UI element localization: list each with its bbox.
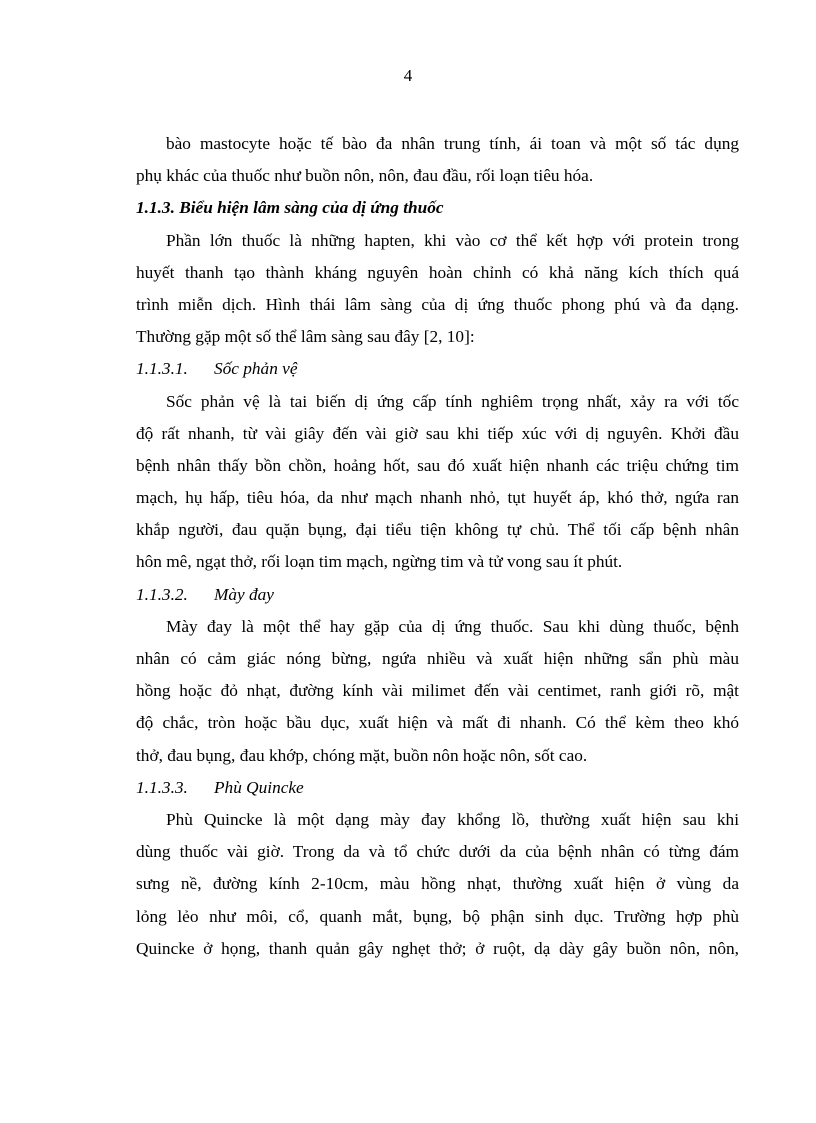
paragraph: [136, 804, 739, 965]
text-line: nhân có cảm giác nóng bừng, ngứa nhiều và xuất hiện những sẩn phù màu: [136, 649, 739, 668]
text-line: sưng nề, đường kính 2-10cm, màu hồng nhạt, thường xuất hiện ở vùng da: [136, 874, 739, 894]
text-line: bào mastocyte hoặc tế bào đa nhân trung tính, ái toan và một số tác dụng: [166, 134, 739, 153]
text-line: hồng hoặc đỏ nhạt, đường kính vài milimet đến vài centimet, ranh giới rõ, mật: [136, 681, 739, 701]
text-line: hôn mê, ngạt thở, rối loạn tim mạch, ngừng tim và tử vong sau ít phút.: [136, 552, 623, 572]
text-line: Phù Quincke là một dạng mày đay khổng lồ, thường xuất hiện sau khi: [166, 809, 739, 829]
subsection-heading: [136, 579, 739, 611]
page-number: 4: [403, 66, 413, 85]
text-line: phụ khác của thuốc như buồn nôn, nôn, đau đầu, rối loạn tiêu hóa.: [136, 166, 594, 186]
text-line: Quincke ở họng, thanh quản gây nghẹt thở; ở ruột, dạ dày gây buồn nôn, nôn,: [136, 938, 739, 958]
subsection-number: 1.1.3.3.: [136, 777, 188, 797]
paragraph: [136, 128, 739, 192]
paragraph: [136, 611, 739, 772]
text-line: huyết thanh tạo thành kháng nguyên hoàn chỉnh có khả năng kích thích quá: [136, 262, 739, 282]
section-heading: 1.1.3. Biểu hiện lâm sàng của dị ứng thuốc: [136, 198, 444, 218]
paragraph: [136, 386, 739, 579]
subsection-title: Mày đay: [214, 584, 274, 604]
text-line: trình miễn dịch. Hình thái lâm sàng của dị ứng thuốc phong phú và đa dạng.: [136, 294, 739, 314]
subsection-heading: [136, 353, 739, 385]
text-line: Phần lớn thuốc là những hapten, khi vào cơ thể kết hợp với protein trong: [166, 230, 739, 250]
paragraph: [136, 225, 739, 354]
text-line: bệnh nhân thấy bồn chồn, hoảng hốt, sau đó xuất hiện nhanh các triệu chứng tim: [136, 455, 739, 475]
document-body: [136, 128, 739, 965]
text-line: Mày đay là một thể hay gặp của dị ứng thuốc. Sau khi dùng thuốc, bệnh: [166, 616, 739, 636]
subsection-title: Phù Quincke: [214, 777, 304, 797]
text-line: dùng thuốc vài giờ. Trong da và tổ chức dưới da của bệnh nhân có từng đám: [136, 842, 739, 862]
text-line: lỏng lẻo như môi, cổ, quanh mắt, bụng, bộ phận sinh dục. Trường hợp phù: [136, 906, 739, 926]
subsection-number: 1.1.3.2.: [136, 584, 188, 604]
text-line: Sốc phản vệ là tai biến dị ứng cấp tính nghiêm trọng nhất, xảy ra với tốc: [166, 391, 739, 411]
subsection-title: Sốc phản vệ: [214, 359, 298, 379]
subsection-heading: [136, 772, 739, 804]
text-line: độ rất nhanh, từ vài giây đến vài giờ sau khi tiếp xúc với dị nguyên. Khởi đầu: [136, 423, 739, 443]
text-line: độ chắc, tròn hoặc bầu dục, xuất hiện và mất đi nhanh. Có thể kèm theo khó: [136, 713, 739, 733]
text-line: thở, đau bụng, đau khớp, chóng mặt, buồn nôn hoặc nôn, sốt cao.: [136, 745, 588, 765]
text-line: mạch, hụ hấp, tiêu hóa, da như mạch nhanh nhỏ, tụt huyết áp, khó thở, ngứa ran: [136, 488, 739, 508]
text-line: Thường gặp một số thể lâm sàng sau đây [2, 10]:: [136, 327, 475, 347]
text-line: khắp người, đau quặn bụng, đại tiểu tiện không tự chủ. Thể tối cấp bệnh nhân: [136, 520, 739, 540]
subsection-number: 1.1.3.1.: [136, 359, 188, 379]
